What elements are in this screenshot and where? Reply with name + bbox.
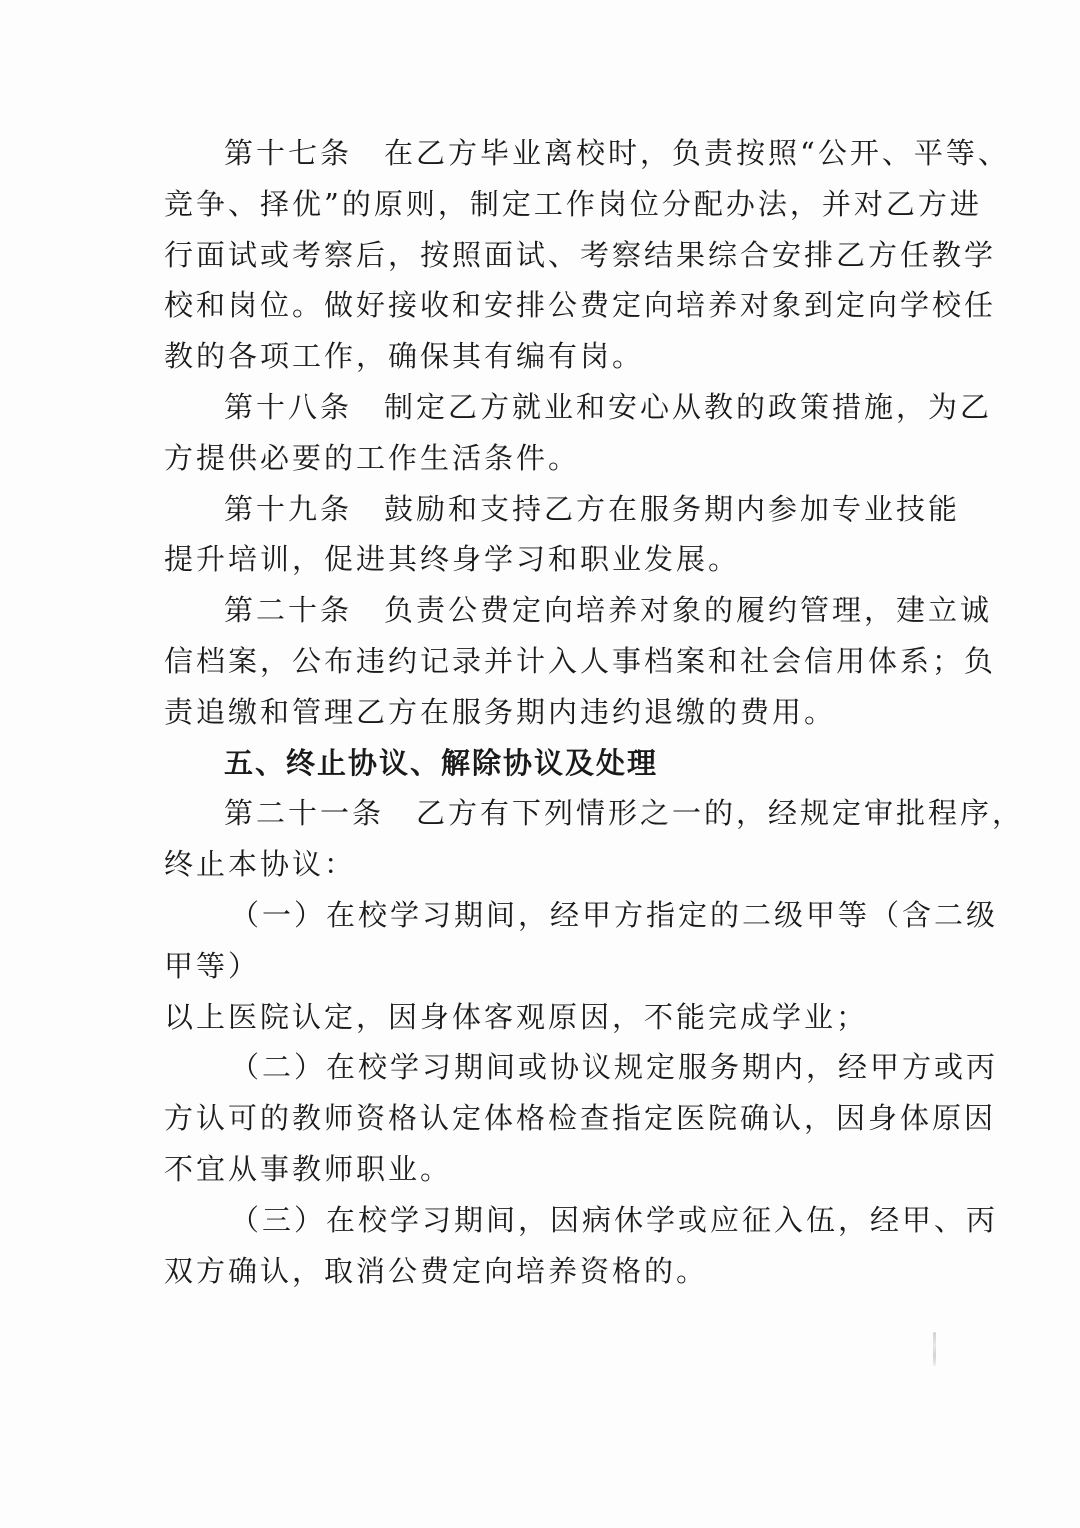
scan-artifact-mark (933, 1332, 936, 1366)
clause-2-line-1: （二）在校学习期间或协议规定服务期内，经甲方或丙 (230, 1050, 999, 1085)
article-20-line-2: 信档案，公布违约记录并计入人事档案和社会信用体系；负 (164, 643, 997, 678)
document-body (164, 128, 1025, 1296)
article-17-line-2: 竞争、择优”的原则，制定工作岗位分配办法，并对乙方进 (164, 186, 982, 221)
clause-3-line-1: （三）在校学习期间，因病休学或应征入伍，经甲、丙 (230, 1202, 999, 1237)
article-20-line-3: 责追缴和管理乙方在服务期内违约退缴的费用。 (164, 694, 837, 729)
article-17-line-5: 教的各项工作，确保其有编有岗。 (164, 339, 645, 374)
article-20-line-1: 第二十条 负责公费定向培养对象的履约管理，建立诚 (224, 593, 993, 628)
clause-3-line-2: 双方确认，取消公费定向培养资格的。 (164, 1253, 709, 1288)
article-19-line-1: 第十九条 鼓励和支持乙方在服务期内参加专业技能 (224, 491, 961, 526)
article-17-line-1: 第十七条 在乙方毕业离校时，负责按照“公开、平等、 (224, 136, 1010, 170)
article-17-line-4: 校和岗位。做好接收和安排公费定向培养对象到定向学校任 (164, 288, 997, 323)
clause-2-line-2: 方认可的教师资格认定体格检查指定医院确认，因身体原因 (164, 1101, 997, 1136)
section-5-heading: 五、终止协议、解除协议及处理 (224, 745, 659, 780)
clause-1-line-1: （一）在校学习期间，经甲方指定的二级甲等（含二级 (230, 897, 999, 932)
article-21-line-1: 第二十一条 乙方有下列情形之一的，经规定审批程序， (224, 796, 1025, 831)
clause-1-line-2: 甲等） (164, 948, 261, 983)
clause-2-line-3: 不宜从事教师职业。 (164, 1151, 453, 1186)
article-18-line-1: 第十八条 制定乙方就业和安心从教的政策措施，为乙 (224, 389, 993, 424)
clause-1-line-3: 以上医院认定，因身体客观原因，不能完成学业； (164, 999, 869, 1034)
article-17-line-3: 行面试或考察后，按照面试、考察结果综合安排乙方任教学 (164, 237, 997, 272)
article-21-line-2: 终止本协议： (164, 847, 357, 882)
article-18-line-2: 方提供必要的工作生活条件。 (164, 440, 581, 475)
article-19-line-2: 提升培训，促进其终身学习和职业发展。 (164, 542, 741, 577)
